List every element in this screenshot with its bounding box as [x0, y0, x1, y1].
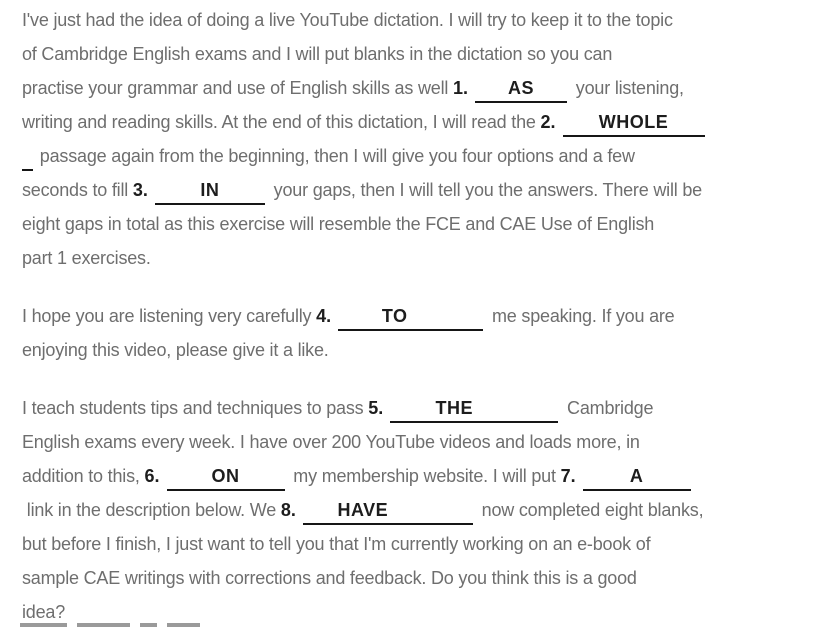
gap-answer: A: [629, 466, 644, 486]
text-run: I hope you are listening very carefully: [22, 306, 317, 326]
text-line: [22, 37, 816, 71]
text-line: [22, 561, 816, 595]
gap-blank-whole: [563, 110, 705, 137]
text-run: I teach students tips and techniques to pass: [22, 398, 369, 418]
text-run: writing and reading skills. At the end of this dictation, I will read the: [22, 112, 541, 132]
text-run: addition to this,: [22, 466, 145, 486]
text-run: me speaking. If you are: [487, 306, 675, 326]
text-run: sample CAE writings with corrections and feedback. Do you think this is a good: [22, 568, 637, 588]
gap-number: 3.: [132, 180, 148, 200]
text-line: [22, 241, 816, 275]
gap-blank-to: [338, 304, 483, 331]
gap-answer: AS: [507, 78, 534, 98]
cutoff-glyph-top: [140, 623, 157, 627]
text-line: [22, 71, 816, 105]
gap-answer: WHOLE: [598, 112, 669, 132]
text-run: link in the description below. We: [22, 500, 281, 520]
text-run: I've just had the idea of doing a live YouTube dictation. I will try to keep it to the topic: [22, 10, 673, 30]
gap-answer: ON: [211, 466, 240, 486]
gap-answer: HAVE: [337, 500, 389, 520]
text-run: English exams every week. I have over 200 YouTube videos and loads more, in: [22, 432, 640, 452]
gap-blank-a: [583, 464, 691, 491]
text-line: [22, 3, 816, 37]
text-run: your gaps, then I will tell you the answers. There will be: [268, 180, 702, 200]
text-line: [22, 207, 816, 241]
text-run: passage again from the beginning, then I will give you four options and a few: [35, 146, 635, 166]
gap-blank-have: [303, 498, 473, 525]
text-run: but before I finish, I just want to tell you that I'm currently working on an e-book of: [22, 534, 651, 554]
text-run: your listening,: [571, 78, 684, 98]
gap-number: 1.: [452, 78, 468, 98]
paragraph-2: [22, 299, 816, 367]
text-run: enjoying this video, please give it a like.: [22, 340, 329, 360]
gap-answer: THE: [435, 398, 473, 418]
text-run: seconds to fill: [22, 180, 133, 200]
text-line: [22, 391, 816, 425]
gap-blank-on: [167, 464, 285, 491]
gap-blank-in: [155, 178, 265, 205]
text-run: of Cambridge English exams and I will put blanks in the dictation so you can: [22, 44, 613, 64]
gap-number: 7.: [560, 466, 576, 486]
gap-number: 4.: [316, 306, 332, 326]
gap-answer: TO: [381, 306, 408, 326]
gap-blank-as: [475, 76, 567, 103]
gap-blank-the: [390, 396, 558, 423]
gap-answer: IN: [200, 180, 220, 200]
cutoff-glyph-top: [20, 623, 67, 627]
text-run: practise your grammar and use of English skills as well: [22, 78, 453, 98]
text-run: my membership website. I will put: [288, 466, 561, 486]
text-line: [22, 333, 816, 367]
cutoff-glyph-top: [167, 623, 200, 627]
gap-number: 6.: [144, 466, 160, 486]
gap-blank-wrap: [22, 144, 33, 171]
text-line: [22, 139, 816, 173]
gap-number: 5.: [368, 398, 384, 418]
text-run: idea?: [22, 602, 66, 622]
text-line: [22, 459, 816, 493]
text-run: eight gaps in total as this exercise will resemble the FCE and CAE Use of English: [22, 214, 655, 234]
gap-number: 2.: [540, 112, 556, 132]
text-run: Cambridge: [562, 398, 654, 418]
text-line: [22, 425, 816, 459]
text-line: [22, 105, 816, 139]
text-run: part 1 exercises.: [22, 248, 151, 268]
paragraph-1: [22, 3, 816, 275]
paragraph-3: [22, 391, 816, 629]
gap-number: 8.: [280, 500, 296, 520]
text-line: [22, 299, 816, 333]
text-run: now completed eight blanks,: [476, 500, 704, 520]
text-line: [22, 527, 816, 561]
text-line: [22, 173, 816, 207]
text-line: [22, 493, 816, 527]
cutoff-glyph-top: [77, 623, 130, 627]
